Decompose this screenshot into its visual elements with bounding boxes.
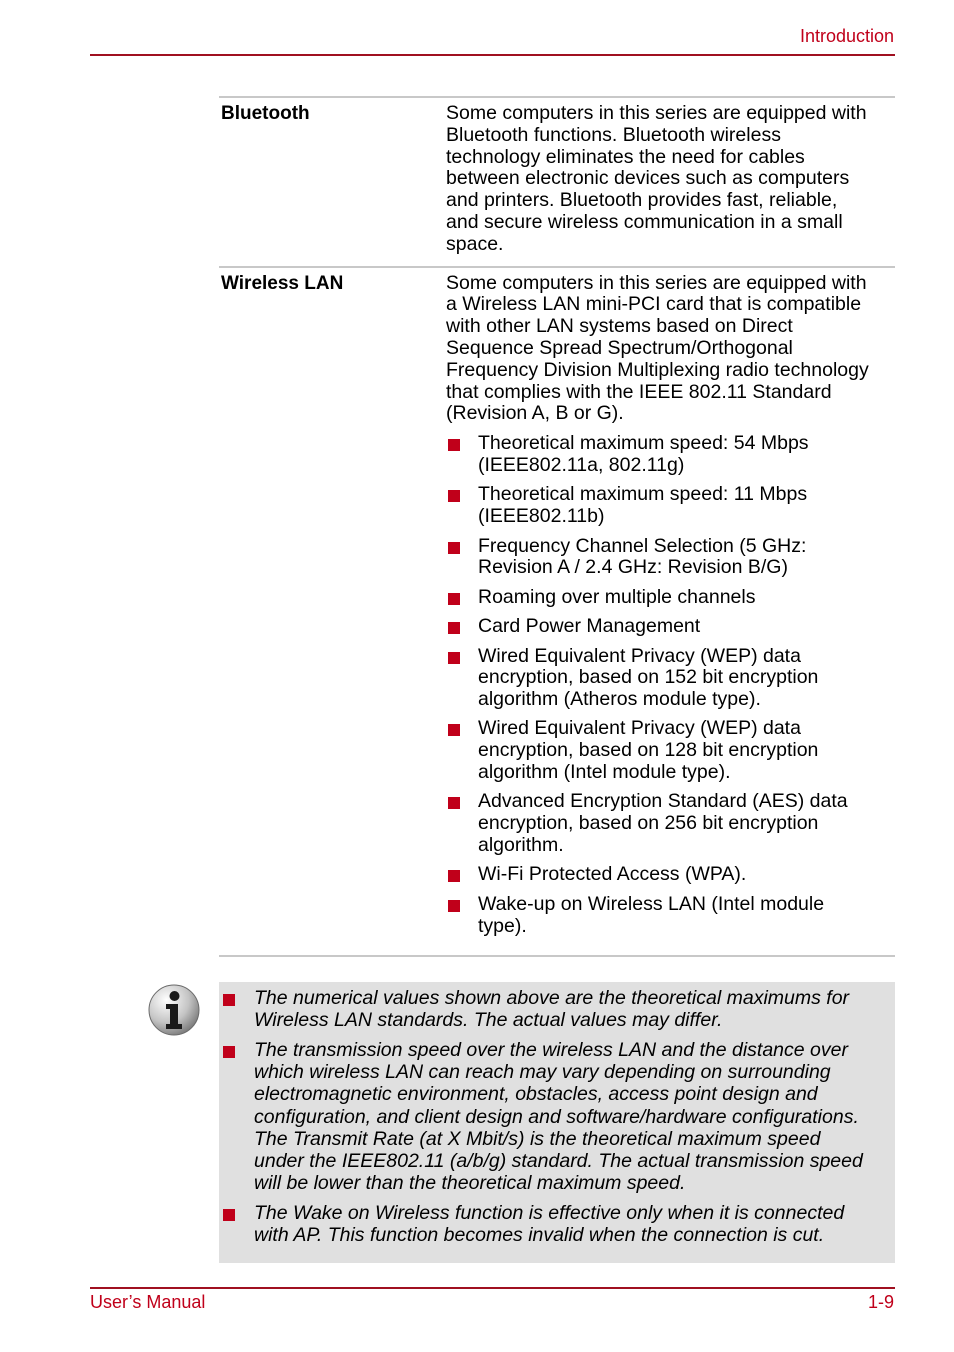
list-item — [446, 864, 894, 886]
square-bullet-icon — [223, 1209, 235, 1221]
text-line: Wired Equivalent Privacy (WEP) data — [478, 717, 801, 740]
text-line: encryption, based on 128 bit encryption — [478, 739, 819, 762]
text-line: encryption, based on 256 bit encryption — [478, 812, 819, 835]
spec-description — [446, 273, 894, 945]
text-line: Sequence Spread Spectrum/Orthogonal — [446, 336, 793, 359]
header-section-title: Introduction — [799, 26, 894, 46]
text-line: a Wireless LAN mini-PCI card that is compatible — [446, 293, 862, 316]
text-line: Bluetooth functions. Bluetooth wireless — [446, 123, 781, 146]
text-line: The numerical values shown above are the theoretical maximums for — [254, 987, 850, 1009]
square-bullet-icon — [448, 542, 460, 554]
text-line: with AP. This function becomes invalid when the connection is cut. — [254, 1224, 825, 1247]
text-line: Frequency Division Multiplexing radio technology — [446, 358, 869, 381]
text-line: The Transmit Rate (at X Mbit/s) is the theoretical maximum speed — [254, 1127, 821, 1150]
text-line: space. — [446, 232, 504, 255]
text-line: and secure wireless communication in a small — [446, 210, 843, 233]
text-line: algorithm. — [478, 834, 564, 857]
text-line: with other LAN systems based on Direct — [446, 315, 793, 338]
text-line: Card Power Management — [478, 615, 701, 638]
text-line: Advanced Encryption Standard (AES) data — [478, 790, 848, 813]
text-line: Wireless LAN standards. The actual values may differ. — [254, 1009, 723, 1032]
text-line: Revision A / 2.4 GHz: Revision B/G) — [478, 556, 788, 579]
text-line: which wireless LAN can reach may vary depending on surrounding — [254, 1061, 831, 1084]
square-bullet-icon — [223, 994, 235, 1006]
list-item — [446, 646, 894, 711]
text-line: encryption, based on 152 bit encryption — [478, 666, 819, 689]
list-item — [446, 536, 894, 580]
square-bullet-icon — [223, 1046, 235, 1058]
text-line: Frequency Channel Selection (5 GHz: — [478, 534, 807, 557]
note-list — [219, 982, 895, 1246]
text-line: Wake-up on Wireless LAN (Intel module — [478, 892, 825, 915]
text-line: Theoretical maximum speed: 54 Mbps — [478, 432, 809, 455]
text-line: under the IEEE802.11 (a/b/g) standard. The actual transmission speed — [254, 1149, 863, 1172]
list-item — [446, 791, 894, 856]
note-item — [219, 1039, 887, 1194]
spec-description — [446, 103, 894, 256]
spec-row-wireless-lan — [219, 266, 895, 957]
text-line: Some computers in this series are equipped with — [446, 102, 867, 124]
note-item — [219, 987, 887, 1031]
spec-term: Wireless LAN — [221, 272, 344, 294]
text-line: technology eliminates the need for cables — [446, 145, 805, 168]
text-line: The transmission speed over the wireless LAN and the distance over — [254, 1038, 848, 1061]
text-line: (IEEE802.11a, 802.11g) — [478, 453, 685, 476]
note-item — [219, 1202, 887, 1246]
spec-table — [219, 96, 895, 957]
square-bullet-icon — [448, 622, 460, 634]
list-item — [446, 484, 894, 528]
list-item — [446, 433, 894, 477]
square-bullet-icon — [448, 900, 460, 912]
info-icon — [147, 983, 201, 1037]
spec-term: Bluetooth — [221, 103, 310, 124]
list-item — [446, 894, 894, 938]
footer-page-number: 1-9 — [867, 1292, 894, 1312]
text-line: algorithm (Intel module type). — [478, 761, 731, 784]
footer-divider — [90, 1287, 895, 1289]
list-item — [446, 587, 894, 609]
text-line: (Revision A, B or G). — [446, 402, 624, 425]
header-divider — [90, 54, 895, 56]
square-bullet-icon — [448, 652, 460, 664]
text-line: Some computers in this series are equipped with — [446, 271, 867, 294]
square-bullet-icon — [448, 724, 460, 736]
text-line: algorithm (Atheros module type). — [478, 688, 761, 711]
spec-paragraph — [446, 103, 894, 256]
spec-row-bluetooth — [219, 96, 895, 266]
text-line: type). — [478, 914, 527, 937]
square-bullet-icon — [448, 870, 460, 882]
text-line: The Wake on Wireless function is effective only when it is connected — [254, 1201, 845, 1224]
text-line: (IEEE802.11b) — [478, 505, 605, 528]
spec-paragraph — [446, 273, 894, 426]
footer-manual-name: User’s Manual — [90, 1292, 206, 1312]
feature-list — [446, 433, 894, 937]
text-line: configuration, and client design and software/hardware configurations. — [254, 1105, 859, 1128]
text-line: electromagnetic environment, obstacles, access point design and — [254, 1083, 818, 1106]
list-item — [446, 616, 894, 638]
note-box — [219, 982, 895, 1263]
text-line: Theoretical maximum speed: 11 Mbps — [478, 483, 808, 506]
text-line: will be lower than the theoretical maximum speed. — [254, 1172, 686, 1195]
text-line: and printers. Bluetooth provides fast, reliable, — [446, 189, 838, 212]
square-bullet-icon — [448, 593, 460, 605]
text-line: Roaming over multiple channels — [478, 585, 756, 608]
square-bullet-icon — [448, 490, 460, 502]
text-line: Wired Equivalent Privacy (WEP) data — [478, 644, 801, 667]
list-item — [446, 718, 894, 783]
text-line: between electronic devices such as computers — [446, 167, 850, 190]
square-bullet-icon — [448, 797, 460, 809]
text-line: that complies with the IEEE 802.11 Standard — [446, 380, 832, 403]
text-line: Wi-Fi Protected Access (WPA). — [478, 863, 747, 886]
square-bullet-icon — [448, 439, 460, 451]
